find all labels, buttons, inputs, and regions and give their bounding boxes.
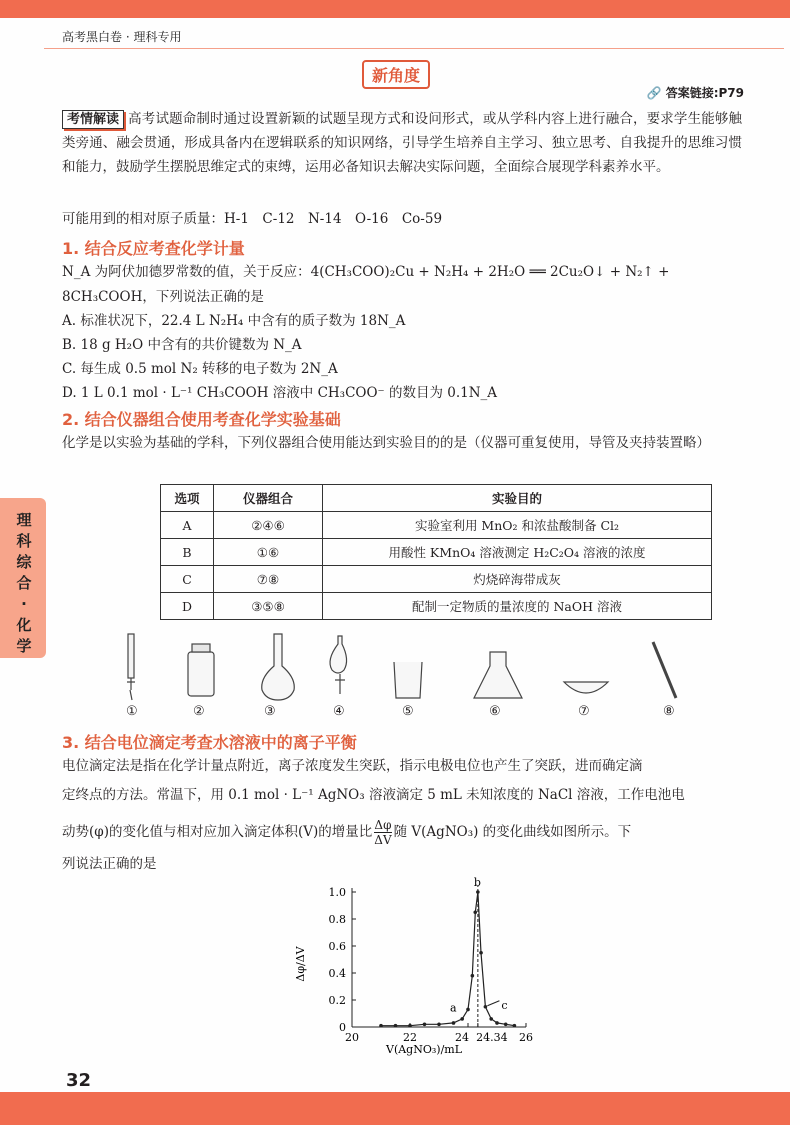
reagent-bottle-icon (188, 644, 214, 696)
apparatus-label: ⑦ (578, 704, 590, 719)
data-curve (381, 892, 514, 1026)
data-point (479, 951, 483, 955)
data-point (379, 1024, 383, 1028)
atomic-masses: 可能用到的相对原子质量：H-1 C-12 N-14 O-16 Co-59 (62, 211, 443, 227)
data-point (471, 974, 475, 978)
annotation-label: c (501, 998, 508, 1012)
answer-link[interactable]: 🔗 答案链接:P79 (646, 86, 744, 100)
q1-option-c: C. 每生成 0.5 mol N₂ 转移的电子数为 2N_A (62, 361, 338, 377)
y-tick-label: 0.4 (328, 967, 346, 980)
annotation-label: b (473, 876, 481, 889)
apparatus-label: ② (193, 704, 205, 719)
apparatus-label: ④ (333, 704, 345, 719)
apparatus-label: ⑤ (402, 704, 414, 719)
annotation-leader (487, 1001, 499, 1006)
data-point (495, 1021, 499, 1025)
experiment-table (160, 484, 712, 620)
data-point (476, 890, 480, 894)
page-number: 32 (66, 1070, 92, 1091)
q1-stem-2: 8CH₃COOH，下列说法正确的是 (62, 289, 264, 305)
apparatus-label: ⑧ (663, 704, 675, 719)
data-point (473, 910, 477, 914)
table-cell: ①⑥ (214, 539, 323, 566)
glass-rod-icon (653, 642, 676, 698)
evaporating-dish-icon (564, 682, 608, 693)
y-tick-label: 1.0 (328, 886, 346, 899)
y-axis-label: Δφ/ΔV (294, 946, 307, 982)
q2-title: 2. 结合仪器组合使用考查化学实验基础 (62, 410, 341, 429)
table-cell: 实验室利用 MnO₂ 和浓盐酸制备 Cl₂ (323, 512, 712, 539)
table-row (161, 566, 712, 593)
q1-option-b: B. 18 g H₂O 中含有的共价键数为 N_A (62, 337, 302, 353)
data-point (484, 1005, 488, 1009)
table-cell: 配制一定物质的量浓度的 NaOH 溶液 (323, 593, 712, 620)
x-tick-label: 24.34 (476, 1031, 508, 1044)
table-cell: D (161, 593, 214, 620)
data-point (504, 1023, 508, 1027)
apparatus-drawings (110, 632, 710, 704)
x-tick-label: 26 (519, 1031, 533, 1044)
q2-stem: 化学是以实验为基础的学科，下列仪器组合使用能达到实验目的的是（仪器可重复使用，导管及夹持装置略） (62, 435, 710, 451)
apparatus-label: ⑥ (489, 704, 501, 719)
table-cell: ③⑤⑧ (214, 593, 323, 620)
x-axis-label: V(AgNO₃)/mL (386, 1043, 463, 1056)
bottom-color-bar (0, 1092, 790, 1125)
x-tick-label: 22 (403, 1031, 417, 1044)
q1-stem-1: N_A 为阿伏加德罗常数的值，关于反应：4(CH₃COO)₂Cu + N₂H₄ + 2H₂O ══ 2Cu₂O↓ + N₂↑ + (62, 264, 670, 280)
table-header: 实验目的 (323, 485, 712, 512)
table-cell: 灼烧碎海带成灰 (323, 566, 712, 593)
intro-paragraph: 考情解读 高考试题命制时通过设置新颖的试题呈现方式和设问形式，或从学科内容上进行融合，要求学生能够触类旁通、融会贯通，形成具备内在逻辑联系的知识网络，引导学生培养自主学习、独立思考、自我提升的思维习惯和能力，鼓励学生摆脱思维定式的束缚，运用必备知识去解决实际问题，全面综合展现学科素养水平。 (62, 111, 742, 175)
table-row (161, 593, 712, 620)
q1-option-a: A. 标准状况下，22.4 L N₂H₄ 中含有的质子数为 18N_A (62, 313, 406, 329)
section-title: 新角度 (362, 60, 430, 89)
top-color-bar (0, 0, 790, 18)
titration-chart (280, 872, 540, 1062)
annotation-label: a (450, 1001, 457, 1015)
data-point (489, 1017, 493, 1021)
q3-line-3: 动势(φ)的变化值与相对应加入滴定体积(V)的增量比 $\frac{\Delta\varphi}{\Delta V}$ 随 V(AgNO₃) 的变化曲线如图所示。下 (62, 818, 632, 847)
table-header: 仪器组合 (214, 485, 323, 512)
apparatus-label: ① (126, 704, 138, 719)
data-point (408, 1024, 412, 1028)
data-point (460, 1017, 464, 1021)
intro-tag: 考情解读 (62, 110, 124, 129)
table-cell: B (161, 539, 214, 566)
conical-flask-icon (474, 652, 522, 698)
x-tick-label: 24 (455, 1031, 469, 1044)
book-header: 高考黑白卷 · 理科专用 (62, 30, 182, 44)
q1-title: 1. 结合反应考查化学计量 (62, 239, 245, 258)
table-row (161, 512, 712, 539)
data-point (452, 1021, 456, 1025)
q3-line-2: 定终点的方法。常温下，用 0.1 mol · L⁻¹ AgNO₃ 溶液滴定 5 mL 未知浓度的 NaCl 溶液，工作电池电 (62, 787, 685, 803)
y-tick-label: 0 (339, 1021, 346, 1034)
q3-line-1: 电位滴定法是指在化学计量点附近，离子浓度发生突跃，指示电极电位也产生了突跃，进而确定滴 (62, 758, 643, 774)
table-cell: ②④⑥ (214, 512, 323, 539)
side-tab-label: 理 科 综 合 · 化 学 (16, 511, 32, 655)
data-point (423, 1023, 427, 1027)
table-cell: ⑦⑧ (214, 566, 323, 593)
burette-icon (127, 634, 135, 700)
data-point (466, 1008, 470, 1012)
y-tick-label: 0.6 (328, 940, 346, 953)
link-icon: 🔗 (646, 86, 662, 100)
q3-line-4: 列说法正确的是 (62, 856, 157, 872)
data-point (437, 1023, 441, 1027)
fraction: $\frac{\Delta\varphi}{\Delta V}$ (374, 818, 392, 847)
beaker-icon (394, 662, 422, 698)
header-rule (44, 48, 784, 49)
y-tick-label: 0.8 (328, 913, 346, 926)
data-point (513, 1024, 517, 1028)
apparatus-label: ③ (264, 704, 276, 719)
table-cell: C (161, 566, 214, 593)
table-header-row (161, 485, 712, 512)
table-header: 选项 (161, 485, 214, 512)
y-tick-label: 0.2 (328, 994, 346, 1007)
volumetric-flask-icon (262, 634, 295, 700)
table-row (161, 539, 712, 566)
q3-title: 3. 结合电位滴定考查水溶液中的离子平衡 (62, 733, 357, 752)
table-cell: 用酸性 KMnO₄ 溶液测定 H₂C₂O₄ 溶液的浓度 (323, 539, 712, 566)
x-tick-label: 20 (345, 1031, 359, 1044)
q1-option-d: D. 1 L 0.1 mol · L⁻¹ CH₃COOH 溶液中 CH₃COO⁻ 的数目为 0.1N_A (62, 385, 498, 401)
table-cell: A (161, 512, 214, 539)
separatory-funnel-icon (330, 636, 347, 694)
data-point (394, 1024, 398, 1028)
